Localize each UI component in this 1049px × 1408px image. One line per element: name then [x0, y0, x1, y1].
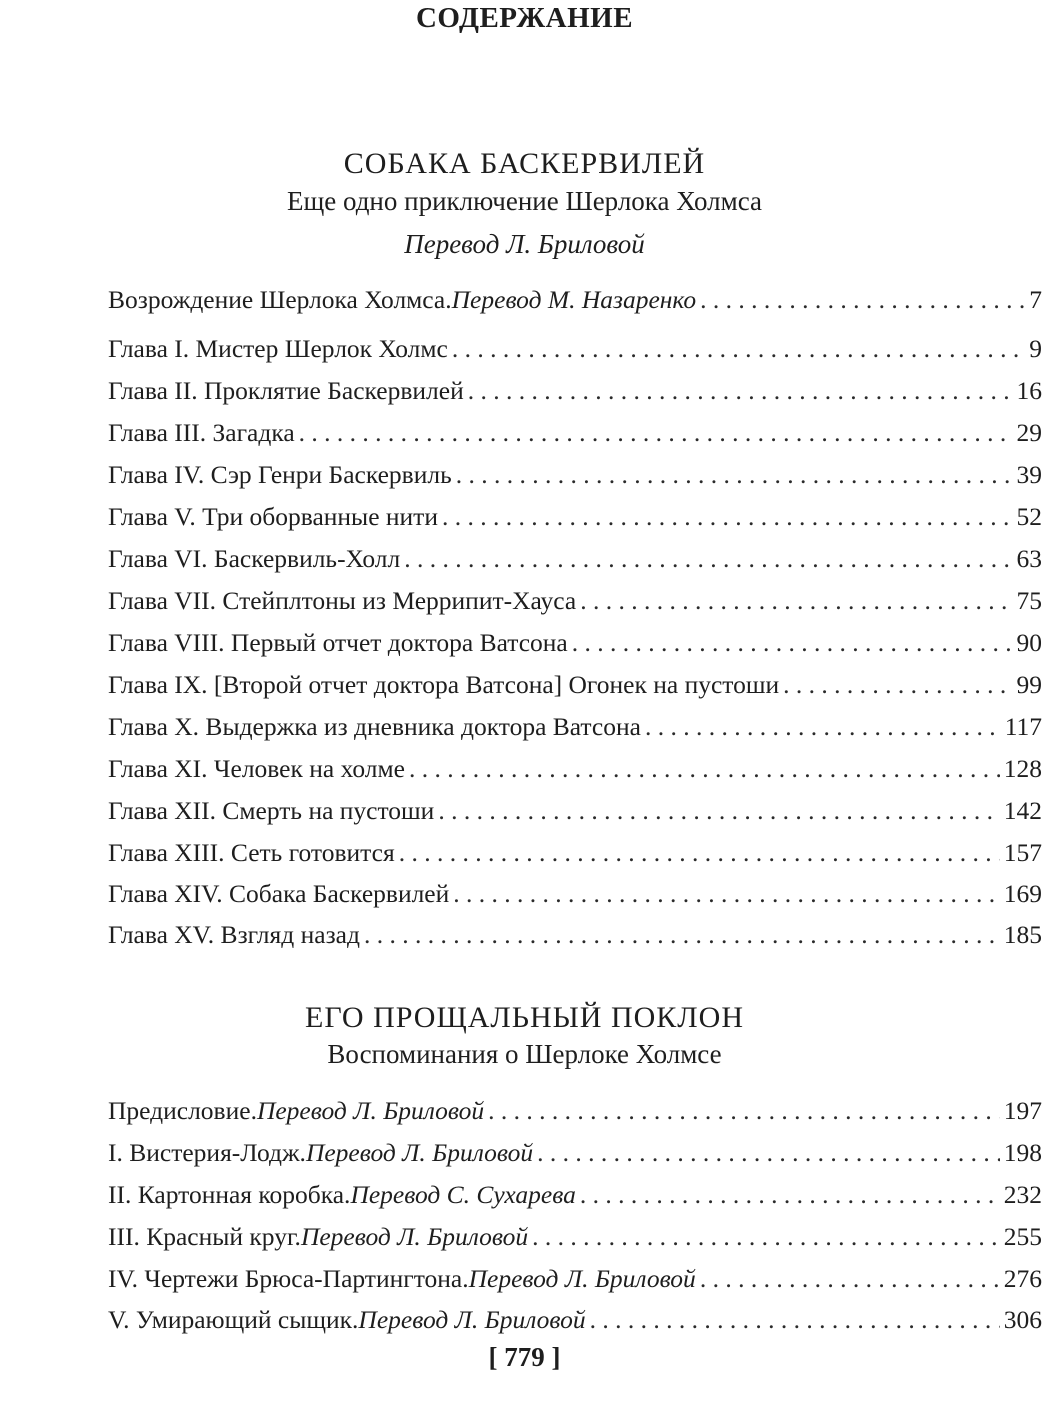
toc-entry[interactable]: [108, 795, 1042, 827]
toc-entry-label: IV. Чертежи Брюса-Партингтона.: [108, 1264, 469, 1293]
leader-dots: [399, 837, 1000, 869]
leader-dots: [783, 669, 1012, 701]
toc-entry[interactable]: [108, 711, 1042, 743]
leader-dots: [700, 284, 1025, 316]
toc-entry-page: 9: [1029, 334, 1042, 363]
toc-entry[interactable]: [108, 417, 1042, 449]
page-number: [ 779 ]: [488, 1342, 561, 1372]
toc-entry-page: 276: [1003, 1264, 1042, 1293]
toc-entry-page: 99: [1016, 670, 1042, 699]
toc-entry[interactable]: [108, 753, 1042, 785]
leader-dots: [700, 1263, 1000, 1295]
toc-entry-label: Глава VII. Стейплтоны из Меррипит-Хауса: [108, 586, 577, 615]
toc-entry-label: Глава IX. [Второй отчет доктора Ватсона] Огонек на пустоши: [108, 670, 780, 699]
toc-entry-translator: Перевод М. Назаренко: [451, 285, 697, 314]
toc-entry[interactable]: [108, 1304, 1042, 1336]
toc-entry[interactable]: [108, 1221, 1042, 1253]
toc-entry-translator: Перевод Л. Бриловой: [256, 1096, 485, 1125]
toc-entry-translator: Перевод Л. Бриловой: [305, 1138, 534, 1167]
toc-entry-page: 255: [1003, 1222, 1042, 1251]
leader-dots: [590, 1304, 1000, 1336]
toc-entry-page: 63: [1016, 544, 1042, 573]
leader-dots: [453, 878, 999, 910]
toc-entry-page: 198: [1003, 1138, 1042, 1167]
toc-entry-label: Глава IV. Сэр Генри Баскервиль: [108, 460, 452, 489]
toc-entry[interactable]: [108, 1137, 1042, 1169]
section-title-last-bow: ЕГО ПРОЩАЛЬНЫЙ ПОКЛОН: [305, 1001, 744, 1034]
leader-dots: [532, 1221, 1000, 1253]
toc-entry-label: Возрождение Шерлока Холмса.: [108, 285, 452, 314]
toc-entry-label: Предисловие.: [108, 1096, 257, 1125]
leader-dots: [299, 417, 1013, 449]
leader-dots: [438, 795, 999, 827]
toc-entry-label: Глава I. Мистер Шерлок Холмс: [108, 334, 448, 363]
toc-entry-page: 232: [1003, 1180, 1042, 1209]
toc-entry[interactable]: [108, 284, 1042, 316]
toc-entry-label: Глава XIII. Сеть готовится: [108, 838, 395, 867]
leader-dots: [488, 1095, 1000, 1127]
toc-entry[interactable]: [108, 459, 1042, 491]
toc-entry-label: II. Картонная коробка.: [108, 1180, 351, 1209]
leader-dots: [572, 627, 1013, 659]
toc-entry[interactable]: [108, 669, 1042, 701]
toc-entry[interactable]: [108, 837, 1042, 869]
leader-dots: [452, 333, 1025, 365]
toc-entry-page: 75: [1016, 586, 1042, 615]
leader-dots: [442, 501, 1013, 533]
toc-entry[interactable]: [108, 627, 1042, 659]
toc-entry-label: Глава II. Проклятие Баскервилей: [108, 376, 464, 405]
section-subtitle-last-bow: Воспоминания о Шерлоке Холмсе: [327, 1039, 722, 1069]
toc-entry-page: 197: [1003, 1096, 1042, 1125]
toc-entry[interactable]: [108, 919, 1042, 951]
leader-dots: [409, 753, 1000, 785]
toc-entry-page: 7: [1029, 285, 1042, 314]
toc-entry[interactable]: [108, 501, 1042, 533]
leader-dots: [468, 375, 1013, 407]
toc-entry-page: 117: [1004, 712, 1042, 741]
toc-entry-label: Глава V. Три оборванные нити: [108, 502, 438, 531]
toc-entry-label: Глава VIII. Первый отчет доктора Ватсона: [108, 628, 568, 657]
toc-entry-page: 306: [1003, 1305, 1042, 1334]
toc-entry-translator: Перевод Л. Бриловой: [358, 1305, 586, 1334]
page-title: СОДЕРЖАНИЕ: [415, 2, 634, 34]
toc-entry-label: Глава III. Загадка: [108, 418, 295, 447]
leader-dots: [580, 585, 1012, 617]
toc-entry-page: 128: [1003, 754, 1042, 783]
toc-entry-label: Глава XII. Смерть на пустоши: [108, 796, 435, 825]
toc-entry-label: III. Красный круг.: [108, 1222, 301, 1251]
toc-entry[interactable]: [108, 1095, 1042, 1127]
toc-entry-translator: Перевод Л. Бриловой: [300, 1222, 529, 1251]
toc-entry-page: 142: [1003, 796, 1042, 825]
leader-dots: [580, 1179, 1000, 1211]
toc-entry[interactable]: [108, 878, 1042, 910]
toc-entry[interactable]: [108, 1263, 1042, 1295]
leader-dots: [456, 459, 1013, 491]
toc-entry[interactable]: [108, 543, 1042, 575]
leader-dots: [364, 919, 1000, 951]
toc-entry-translator: Перевод С. Сухарева: [350, 1180, 576, 1209]
toc-entry[interactable]: [108, 375, 1042, 407]
leader-dots: [404, 543, 1012, 575]
section-title-hound: СОБАКА БАСКЕРВИЛЕЙ: [343, 147, 706, 180]
toc-entry-page: 90: [1016, 628, 1042, 657]
toc-entry-page: 29: [1016, 418, 1042, 447]
toc-entry-label: V. Умирающий сыщик.: [108, 1305, 359, 1334]
toc-entry-label: Глава VI. Баскервиль-Холл: [108, 544, 401, 573]
toc-entry[interactable]: [108, 333, 1042, 365]
toc-entry-label: Глава X. Выдержка из дневника доктора Ватсона: [108, 712, 641, 741]
toc-entry-page: 39: [1016, 460, 1042, 489]
toc-entry-label: Глава XIV. Собака Баскервилей: [108, 879, 450, 908]
section-subtitle-hound: Еще одно приключение Шерлока Холмса: [286, 186, 763, 216]
toc-entry-page: 16: [1016, 376, 1042, 405]
toc-entry-label: Глава XV. Взгляд назад: [108, 920, 360, 949]
leader-dots: [537, 1137, 1000, 1169]
toc-entry-page: 185: [1003, 920, 1042, 949]
toc-entry-page: 52: [1016, 502, 1042, 531]
toc-entry-page: 169: [1003, 879, 1042, 908]
toc-entry[interactable]: [108, 1179, 1042, 1211]
toc-entry-translator: Перевод Л. Бриловой: [468, 1264, 696, 1293]
section-translator-hound: Перевод Л. Бриловой: [404, 229, 645, 259]
toc-entry-label: Глава XI. Человек на холме: [108, 754, 405, 783]
toc-entry[interactable]: [108, 585, 1042, 617]
toc-entry-label: I. Вистерия-Лодж.: [108, 1138, 306, 1167]
leader-dots: [645, 711, 1001, 743]
toc-entry-page: 157: [1003, 838, 1042, 867]
